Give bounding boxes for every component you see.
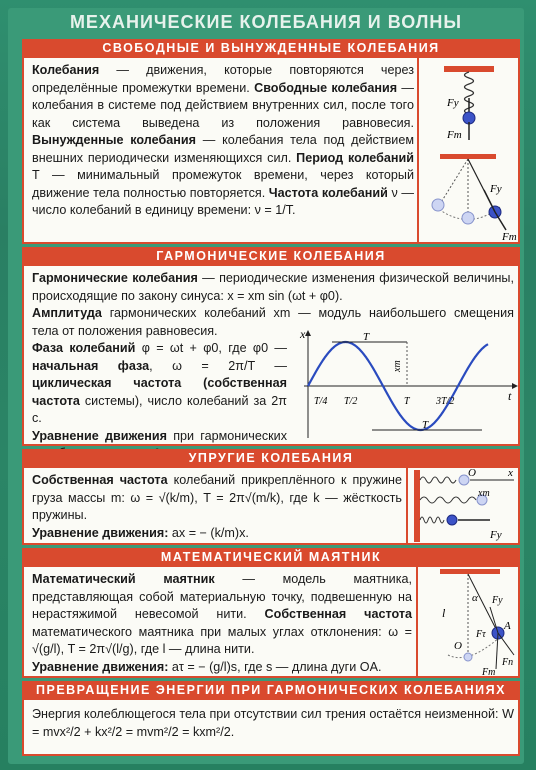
tick-3t2: 3T/2 [436,396,455,407]
spring-f-label: Fу [490,529,502,541]
sine-graph [292,328,518,442]
spring-o-label: O [468,467,476,479]
section-heading-pendulum: МАТЕМАТИЧЕСКИЙ МАЯТНИК [22,548,520,567]
section-heading-free: СВОБОДНЫЕ И ВЫНУЖДЕННЫЕ КОЛЕБАНИЯ [22,39,520,58]
pend-fy-label: Fу [492,595,503,606]
pend-o-label: O [454,640,462,652]
pendulum-figure-1 [422,152,518,242]
pend-alpha-label: α [472,592,478,604]
horizontal-spring-figure [410,468,520,544]
graph-y-label: x [300,327,306,341]
pend-ft-label: Fτ [476,629,486,640]
graph-period-bottom: T [422,419,429,431]
ft-label: Fт [447,129,462,141]
section-elastic [22,468,520,545]
energy-text: Энергия колеблющегося тела при отсутствии сил трения остаётся неизменной: W = mvx²/2 + kx²/2 = mvm²/2 = kxm²/2. [32,707,514,739]
section-heading-harmonic: ГАРМОНИЧЕСКИЕ КОЛЕБАНИЯ [22,247,520,266]
section-heading-elastic: УПРУГИЕ КОЛЕБАНИЯ [22,449,520,468]
fy-label: Fу [447,97,459,109]
pendulum-divider [416,567,418,676]
poster [8,8,524,764]
page-title: МЕХАНИЧЕСКИЕ КОЛЕБАНИЯ И ВОЛНЫ [69,12,463,32]
pend-l-label: l [442,606,446,620]
graph-x-label: t [508,389,512,403]
section-free [22,58,520,244]
pend-fn-label: Fп [502,657,514,668]
pendulum-figure-2 [420,567,520,678]
spring-x-label: x [508,467,513,479]
graph-period-top: T [363,331,370,343]
harmonic-text-top: Гармонические колебания — периодические изменения физической величины, происходящие по закону синуса: x = xm sin (ωt + φ0). Амплитуда гармонических колебаний xm — модуль наибольшего смещения тела от положения равновесия. [32,271,514,338]
section-energy [22,700,520,756]
section-harmonic [22,266,520,446]
tick-t: T [404,396,410,407]
vertical-spring-figure [422,58,518,146]
ft-label-2: Fт [502,231,517,243]
elastic-text: Собственная частота колебаний прикреплённого к пружине груза массы m: ω = √(k/m), T = 2π√(m/k), где k — жёсткость пружины. Уравнение движения: ax = − (k/m)x. [32,473,403,540]
pend-a-label: A [504,620,511,632]
free-divider [417,58,419,242]
section-heading-energy: ПРЕВРАЩЕНИЕ ЭНЕРГИИ ПРИ ГАРМОНИЧЕСКИХ КОЛЕБАНИЯХ [22,681,520,700]
elastic-divider [406,468,408,543]
tick-t2: T/2 [344,396,358,407]
graph-amp-label: xm [392,360,403,372]
harmonic-text-left: Фаза колебаний φ = ωt + φ0, где φ0 — начальная фаза, ω = 2π/T — циклическая частота (собственная частота системы), число колебаний за 2π с. Уравнение движения при гармонических [32,341,288,443]
spring-xm-label: xm [478,488,490,499]
pendulum-text: Математический маятник — модель маятника, представляющая собой материальную точку, подвешенную на нерастяжимой невесомой нити. Собственная частота математического маятника при малых углах отклонения: ω = √(g/l), T = 2π√(l/g), где l — длина нити. Уравнение движения: aτ = − (g/l)s, где s — длина дуги OA. [32,572,412,674]
pend-ftg-label: Fт [482,667,496,678]
free-text: Колебания — движения, которые повторяются через определённые промежутки времени. Свободные колебания — колебания в системе под действием внутренних сил, после того как система выведена из положения равновесия. Вынужденные колебания — колебания тела под действием внешних периодически изменяющихся сил. Период колебаний T — минимальный промежуток времени, через который движение тела полностью повторяется. Частота колебаний ν — число колебаний в единицу времени: ν = 1/T. [32,63,415,217]
tick-t4: T/4 [314,396,328,407]
fy-label-2: Fу [490,183,502,195]
section-pendulum [22,567,520,678]
